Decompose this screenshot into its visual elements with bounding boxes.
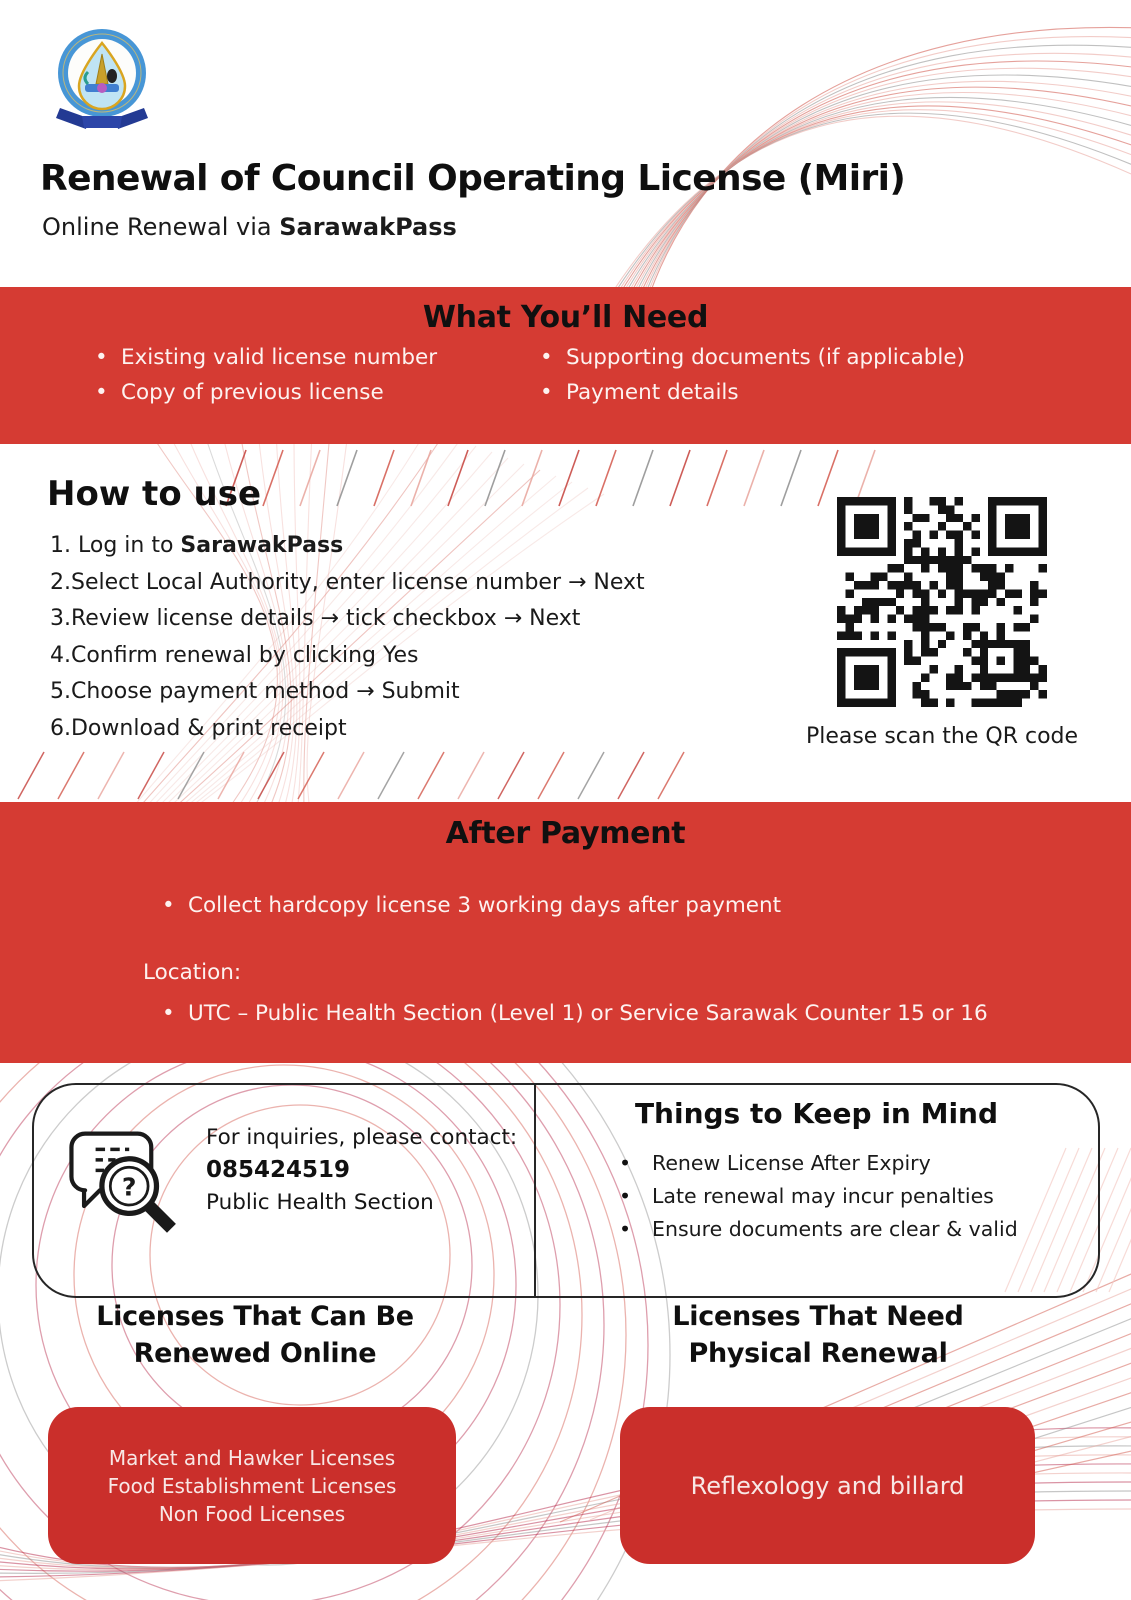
svg-text:?: ? <box>121 1172 137 1202</box>
physical-licenses-heading <box>618 1298 1018 1372</box>
need-item: • Supporting documents (if applicable) <box>540 340 965 375</box>
heading-line: Licenses That Can Be <box>96 1301 414 1332</box>
how-to-step <box>50 638 780 675</box>
how-to-step <box>50 528 780 565</box>
inquiry-chat-magnifier-icon <box>62 1121 188 1247</box>
location-label: Location: <box>143 960 242 985</box>
how-to-step <box>50 565 780 602</box>
step-text: 4.Confirm renewal by clicking Yes <box>50 642 419 668</box>
after-payment-title: After Payment <box>445 816 686 851</box>
heading-line: Licenses That Need <box>672 1301 964 1332</box>
heading-line: Renewed Online <box>133 1338 377 1369</box>
location-item: • UTC – Public Health Section (Level 1) or Service Sarawak Counter 15 or 16 <box>162 996 988 1031</box>
step-bold-text: SarawakPass <box>180 533 344 558</box>
online-licenses-box <box>48 1407 456 1564</box>
how-to-step <box>50 674 780 711</box>
need-item: • Existing valid license number <box>95 340 437 375</box>
heading-line: Physical Renewal <box>688 1338 948 1369</box>
info-box <box>32 1083 1100 1298</box>
after-payment-item: • Collect hardcopy license 3 working days after payment <box>162 888 781 923</box>
need-item: • Copy of previous license <box>95 375 437 410</box>
page-subtitle <box>42 213 457 241</box>
contact-block <box>206 1125 517 1215</box>
need-list-left <box>95 340 437 410</box>
license-type: Market and Hawker Licenses <box>108 1445 396 1470</box>
how-to-step <box>50 711 780 748</box>
contact-intro: For inquiries, please contact: <box>206 1125 518 1150</box>
divider-line <box>534 1085 536 1296</box>
keep-in-mind-title: Things to Keep in Mind <box>634 1097 999 1130</box>
page-title: Renewal of Council Operating License (Miri) <box>40 158 906 199</box>
step-text: 6.Download & print receipt <box>50 715 347 741</box>
how-to-step <box>50 601 780 638</box>
physical-licenses-box <box>620 1407 1035 1564</box>
qr-code <box>837 497 1047 707</box>
qr-caption: Please scan the QR code <box>805 724 1079 749</box>
contact-department: Public Health Section <box>206 1190 434 1215</box>
council-crest-icon <box>44 26 160 136</box>
how-to-use-title: How to use <box>47 474 262 514</box>
license-type: Non Food Licenses <box>158 1501 346 1526</box>
subtitle-prefix: Online Renewal via <box>42 213 280 241</box>
step-text: 1. Log in to <box>50 533 181 558</box>
license-type: Reflexology and billard <box>690 1471 965 1500</box>
contact-phone-number: 085424519 <box>206 1157 351 1183</box>
license-type: Food Establishment Licenses <box>107 1473 397 1498</box>
location-list <box>162 996 988 1031</box>
after-payment-banner <box>0 802 1131 1063</box>
keep-in-mind-item: • Late renewal may incur penalties <box>619 1180 1018 1213</box>
what-youll-need-title: What You’ll Need <box>422 300 709 335</box>
how-to-use-steps <box>50 528 780 747</box>
step-text: 2.Select Local Authority, enter license number → Next <box>50 569 645 595</box>
subtitle-bold: SarawakPass <box>279 213 457 241</box>
keep-in-mind-list <box>619 1147 1018 1246</box>
step-text: 3.Review license details → tick checkbox → Next <box>50 606 581 631</box>
keep-in-mind-item: • Renew License After Expiry <box>619 1147 1018 1180</box>
online-licenses-heading <box>55 1298 455 1372</box>
what-youll-need-banner <box>0 287 1131 444</box>
need-list-right <box>540 340 965 410</box>
keep-in-mind-item: • Ensure documents are clear & valid <box>619 1213 1018 1246</box>
need-item: • Payment details <box>540 375 965 410</box>
council-logo <box>44 26 160 136</box>
step-text: 5.Choose payment method → Submit <box>50 679 460 704</box>
after-payment-list <box>162 888 781 923</box>
